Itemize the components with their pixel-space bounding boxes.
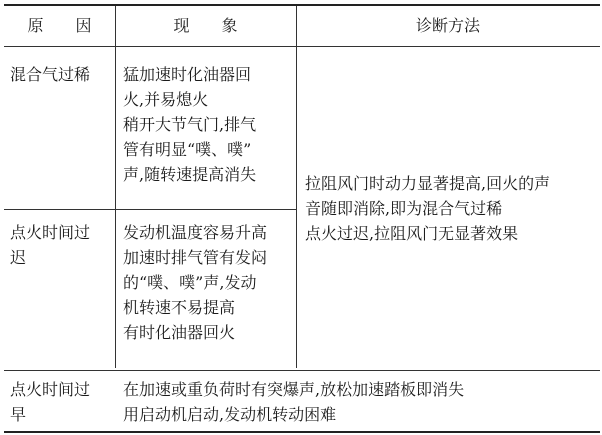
- row1-phenomenon-line: 管有明显“噗、噗”: [123, 140, 252, 159]
- row2-rule: [4, 370, 600, 371]
- method-line: 拉阻风门时动力显著提高,回火的声: [305, 174, 551, 193]
- row3-phenomenon-line: 在加速或重负荷时有突爆声,放松加速踏板即消失: [123, 380, 465, 399]
- row2-phenomenon: [123, 220, 267, 345]
- method-line: 音随即消除,即为混合气过稀: [305, 199, 503, 218]
- row3-reason-line: 早: [10, 405, 27, 424]
- method-line: 点火过迟,拉阻风门无显著效果: [305, 224, 519, 243]
- header-rule: [4, 46, 600, 47]
- row2-reason-line: 迟: [10, 248, 27, 267]
- header-reason: 原 因: [27, 16, 92, 35]
- row2-phenomenon-line: 机转速不易提高: [123, 298, 236, 317]
- diagnosis-table: [4, 4, 600, 433]
- column-divider-1: [115, 6, 116, 368]
- row1-phenomenon-line: 稍开大节气门,排气: [123, 115, 257, 134]
- row2-phenomenon-line: 的“噗、噗”声,发动: [123, 273, 257, 292]
- row2-reason: [10, 220, 90, 270]
- merged-method: [305, 171, 550, 246]
- row2-phenomenon-line: 有时化油器回火: [123, 323, 236, 342]
- column-divider-2: [296, 6, 297, 368]
- header-phenomenon: 现 象: [173, 16, 238, 35]
- row3-phenomenon-line: 用启动机启动,发动机转动困难: [123, 405, 337, 424]
- row3-phenomenon: [123, 377, 464, 427]
- header-method: 诊断方法: [415, 16, 480, 35]
- row3-reason: [10, 377, 90, 427]
- row1-reason-line: 混合气过稀: [10, 65, 91, 84]
- row1-phenomenon-line: 声,随转速提高消失: [123, 165, 257, 184]
- row2-reason-line: 点火时间过: [10, 223, 91, 242]
- row1-phenomenon: [123, 62, 256, 187]
- row1-left-rule: [4, 209, 296, 210]
- row1-phenomenon-line: 猛加速时化油器回: [123, 65, 252, 84]
- row2-phenomenon-line: 发动机温度容易升高: [123, 223, 268, 242]
- row1-reason: [10, 62, 90, 87]
- row1-phenomenon-line: 火,并易熄火: [123, 90, 209, 109]
- row3-reason-line: 点火时间过: [10, 380, 91, 399]
- row2-phenomenon-line: 加速时排气管有发闷: [123, 248, 268, 267]
